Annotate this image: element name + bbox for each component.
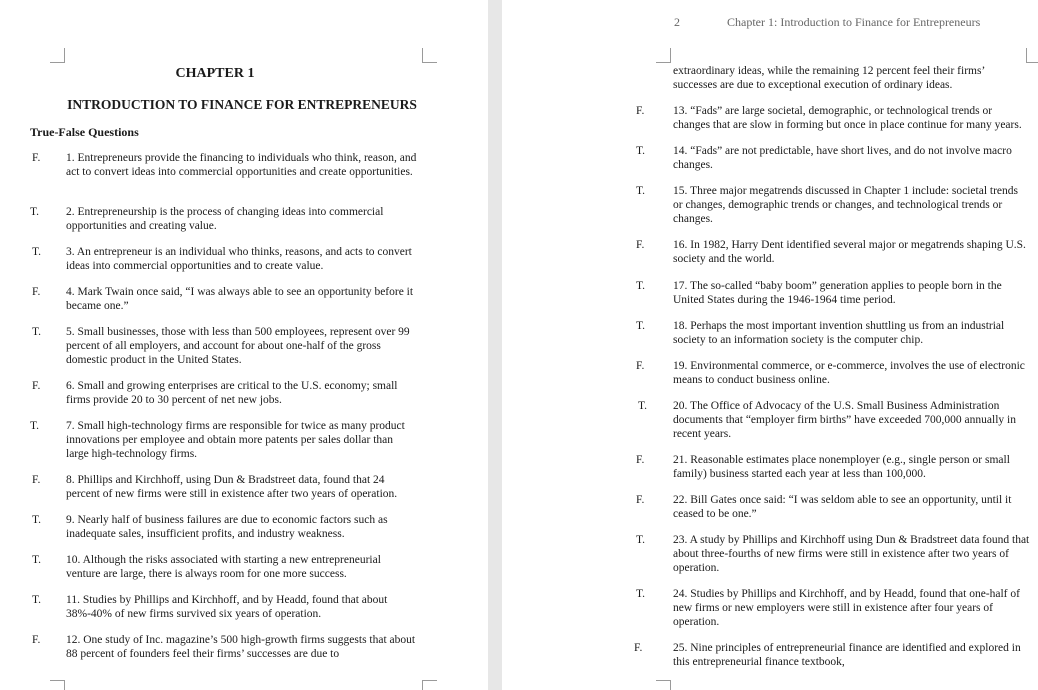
question-answer: F.: [636, 454, 645, 466]
question-text: 17. The so-called “baby boom” generation applies to people born in the United States during the 1946-1964 time period.: [673, 280, 1002, 306]
document-page-right: [502, 0, 1038, 690]
question-answer: F.: [636, 360, 645, 372]
question-answer: T.: [32, 514, 42, 526]
chapter-title: CHAPTER 1: [175, 66, 255, 81]
question-answer: F.: [32, 380, 41, 392]
question-text: 21. Reasonable estimates place nonemployer (e.g., single person or small family) business started each year at less than 100,000.: [673, 454, 1010, 480]
crop-mark: [656, 680, 671, 690]
question-text: 12. One study of Inc. magazine’s 500 high-growth firms suggests that about 88 percent of founders feel their firms’ successes are due to: [66, 634, 416, 660]
question-answer: T.: [636, 145, 646, 157]
question-answer: T.: [32, 554, 42, 566]
question-text: 11. Studies by Phillips and Kirchhoff, and by Headd, found that about 38%-40% of new firms survived six years of operation.: [66, 594, 388, 620]
question-text: 8. Phillips and Kirchhoff, using Dun & Bradstreet data, found that 24 percent of new firms were still in existence after two years of operation.: [66, 474, 398, 500]
question-text: 24. Studies by Phillips and Kirchhoff, and by Headd, found that one-half of new firms or new employers were still in existence after four years of operation.: [673, 588, 1020, 628]
question-text: 3. An entrepreneur is an individual who thinks, reasons, and acts to convert ideas into commercial opportunities and to create value.: [66, 246, 412, 272]
document-page-left: [0, 0, 488, 690]
question-answer: F.: [32, 286, 41, 298]
question-answer: F.: [636, 105, 645, 117]
question-answer: T.: [638, 400, 648, 412]
crop-mark: [422, 680, 437, 690]
question-answer: T.: [636, 534, 646, 546]
question-answer: F.: [634, 642, 643, 654]
question-text: 13. “Fads” are large societal, demographic, or technological trends or changes that are slow in forming but once in place continue for many years.: [673, 105, 1022, 131]
question-answer: F.: [32, 152, 41, 164]
question-answer: F.: [32, 634, 41, 646]
question-answer: F.: [636, 239, 645, 251]
section-heading: True-False Questions: [30, 125, 139, 139]
question-text: 23. A study by Phillips and Kirchhoff using Dun & Bradstreet data found that about three-fourths of new firms were still in existence after two years of operation.: [673, 534, 1030, 574]
crop-mark: [50, 48, 65, 63]
question-answer: T.: [30, 420, 40, 432]
question-text: 10. Although the risks associated with starting a new entrepreneurial venture are large, there is always room for one more success.: [66, 554, 381, 580]
question-text: 22. Bill Gates once said: “I was seldom able to see an opportunity, until it ceased to be one.”: [673, 494, 1012, 520]
crop-mark: [50, 680, 65, 690]
question-text: 25. Nine principles of entrepreneurial finance are identified and explored in this entrepreneurial finance textbook,: [673, 642, 1021, 668]
question-text: 20. The Office of Advocacy of the U.S. Small Business Administration documents that “employer firm births” have exceeded 700,000 annually in recent years.: [673, 400, 1016, 440]
crop-mark: [656, 48, 671, 63]
question-answer: F.: [32, 474, 41, 486]
question-answer: T.: [32, 246, 42, 258]
question-text: 4. Mark Twain once said, “I was always able to see an opportunity before it became one.”: [66, 286, 414, 312]
question-answer: T.: [636, 185, 646, 197]
question-text: 14. “Fads” are not predictable, have short lives, and do not involve macro changes.: [673, 145, 1012, 171]
question-text: 18. Perhaps the most important invention shuttling us from an industrial society to an information society is the computer chip.: [673, 320, 1005, 346]
question-answer: T.: [32, 326, 42, 338]
question-text: 6. Small and growing enterprises are critical to the U.S. economy; small firms provide 20 to 30 percent of net new jobs.: [66, 380, 398, 406]
question-text: 7. Small high-technology firms are responsible for twice as many product innovations per employee and obtain more patents per sales dollar than large high-technology firms.: [66, 420, 405, 460]
crop-mark: [1026, 48, 1038, 63]
continued-text: extraordinary ideas, while the remaining 12 percent feel their firms’ successes are due to exceptional execution of ordinary ideas.: [673, 65, 985, 91]
question-text: 1. Entrepreneurs provide the financing to individuals who think, reason, and act to convert ideas into commercial opportunities and create opportunities.: [66, 152, 417, 178]
question-text: 16. In 1982, Harry Dent identified several major or megatrends shaping U.S. society and the world.: [673, 239, 1026, 265]
question-text: 15. Three major megatrends discussed in Chapter 1 include: societal trends or changes, demographic trends or changes, and technological trends or changes.: [673, 185, 1019, 225]
crop-mark: [422, 48, 437, 63]
question-answer: T.: [636, 280, 646, 292]
question-text: 5. Small businesses, those with less than 500 employees, represent over 99 percent of all employers, and account for about one-half of the gross domestic product in the United States.: [66, 326, 410, 366]
question-text: 19. Environmental commerce, or e-commerce, involves the use of electronic means to conduct business online.: [673, 360, 1025, 386]
question-answer: T.: [636, 588, 646, 600]
question-text: 2. Entrepreneurship is the process of changing ideas into commercial opportunities and creating value.: [66, 206, 384, 232]
running-header: Chapter 1: Introduction to Finance for Entrepreneurs: [727, 15, 981, 29]
question-answer: T.: [30, 206, 40, 218]
chapter-subtitle: INTRODUCTION TO FINANCE FOR ENTREPRENEURS: [67, 97, 417, 112]
question-answer: F.: [636, 494, 645, 506]
question-answer: T.: [636, 320, 646, 332]
question-text: 9. Nearly half of business failures are due to economic factors such as inadequate sales, insufficient profits, and industry weakness.: [66, 514, 388, 540]
question-answer: T.: [32, 594, 42, 606]
page-number: 2: [674, 15, 680, 29]
